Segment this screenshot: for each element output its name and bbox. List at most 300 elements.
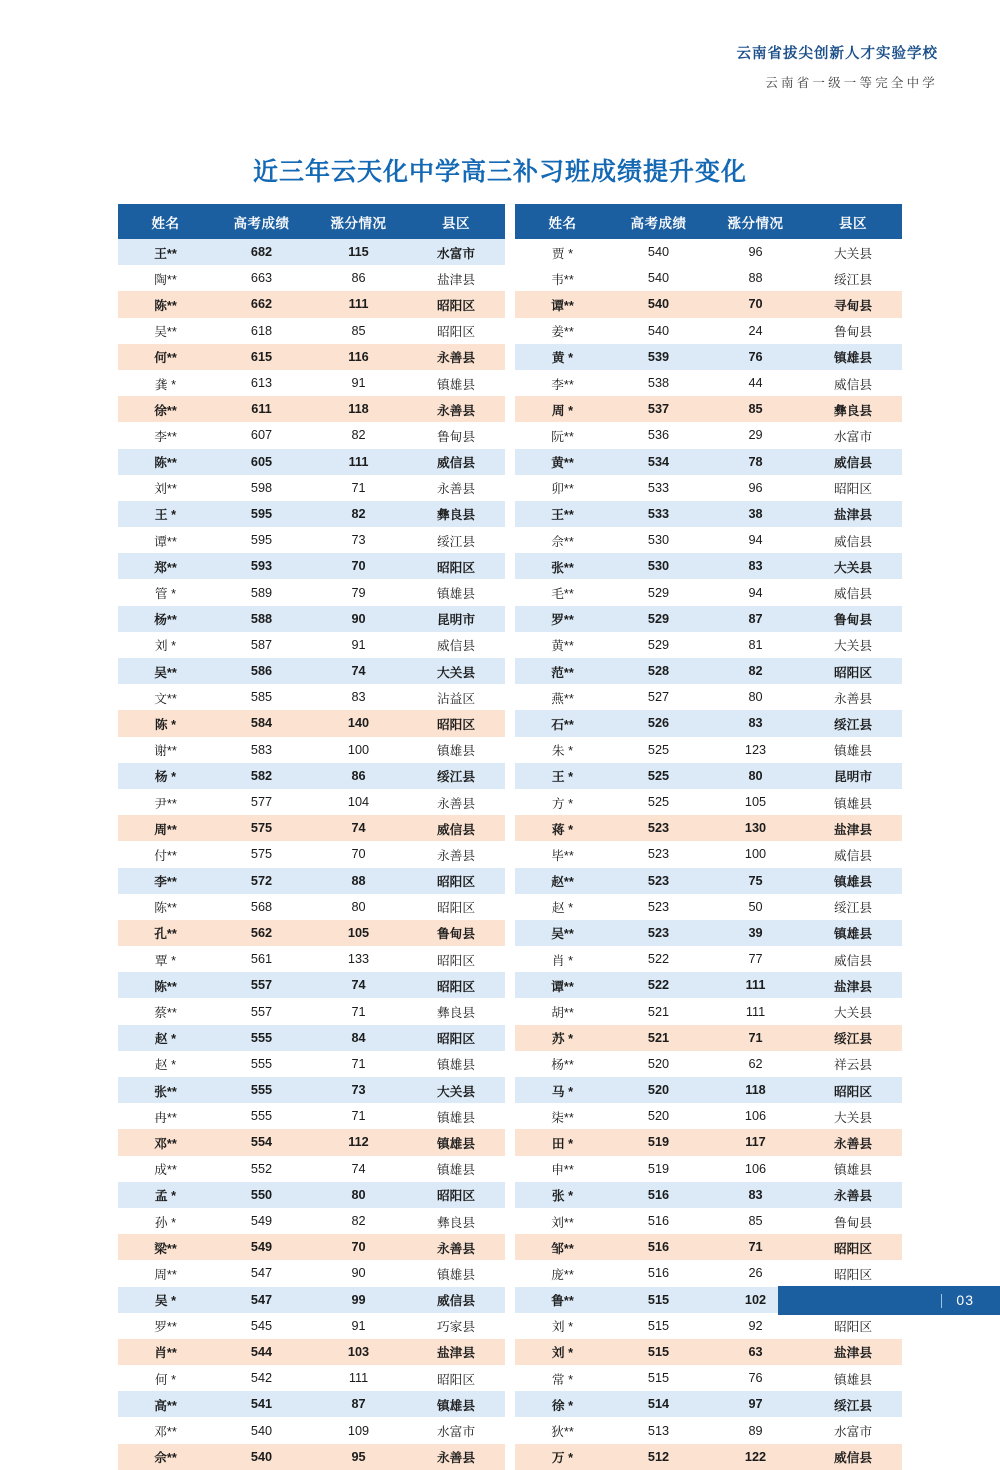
cell-gain: 86 xyxy=(310,265,407,291)
cell-area: 昭阳区 xyxy=(804,475,902,501)
cell-area: 永善县 xyxy=(407,475,505,501)
table-row xyxy=(118,894,505,920)
table-row xyxy=(118,1129,505,1155)
cell-area: 大关县 xyxy=(407,1077,505,1103)
cell-score: 550 xyxy=(213,1182,310,1208)
table-row xyxy=(515,1182,902,1208)
table-row xyxy=(118,344,505,370)
table-row xyxy=(515,1103,902,1129)
cell-score: 529 xyxy=(610,632,707,658)
cell-area: 巧家县 xyxy=(407,1313,505,1339)
cell-name: 吴** xyxy=(118,658,213,684)
cell-score: 533 xyxy=(610,475,707,501)
cell-score: 540 xyxy=(610,318,707,344)
table-row xyxy=(515,998,902,1024)
table-row xyxy=(118,1103,505,1129)
cell-area: 镇雄县 xyxy=(407,1103,505,1129)
cell-area: 盐津县 xyxy=(804,815,902,841)
cell-score: 547 xyxy=(213,1287,310,1313)
cell-name: 燕** xyxy=(515,684,610,710)
cell-score: 540 xyxy=(610,239,707,265)
table-row xyxy=(118,239,505,265)
table-row xyxy=(515,710,902,736)
table-row xyxy=(118,396,505,422)
cell-score: 598 xyxy=(213,475,310,501)
cell-score: 540 xyxy=(610,291,707,317)
cell-area: 祥云县 xyxy=(804,1051,902,1077)
cell-gain: 94 xyxy=(707,579,804,605)
cell-area: 镇雄县 xyxy=(804,920,902,946)
cell-score: 555 xyxy=(213,1103,310,1129)
cell-score: 529 xyxy=(610,606,707,632)
cell-name: 杨 * xyxy=(118,763,213,789)
cell-area: 镇雄县 xyxy=(407,579,505,605)
table-row xyxy=(515,946,902,972)
cell-area: 威信县 xyxy=(804,946,902,972)
cell-gain: 26 xyxy=(707,1260,804,1286)
cell-name: 赵 * xyxy=(515,894,610,920)
score-tables xyxy=(118,204,902,1470)
cell-gain: 73 xyxy=(310,527,407,553)
cell-gain: 91 xyxy=(310,370,407,396)
table-row xyxy=(515,318,902,344)
table-row xyxy=(515,1077,902,1103)
cell-score: 562 xyxy=(213,920,310,946)
cell-gain: 83 xyxy=(310,684,407,710)
cell-gain: 97 xyxy=(707,1391,804,1417)
cell-score: 516 xyxy=(610,1234,707,1260)
cell-gain: 99 xyxy=(310,1287,407,1313)
cell-score: 537 xyxy=(610,396,707,422)
table-row xyxy=(118,1077,505,1103)
table-row xyxy=(118,501,505,527)
table-row xyxy=(118,946,505,972)
cell-name: 陈** xyxy=(118,894,213,920)
cell-score: 577 xyxy=(213,789,310,815)
table-row xyxy=(515,632,902,658)
cell-area: 昭阳区 xyxy=(407,1025,505,1051)
cell-name: 黄** xyxy=(515,632,610,658)
cell-gain: 24 xyxy=(707,318,804,344)
cell-name: 刘 * xyxy=(515,1313,610,1339)
cell-area: 镇雄县 xyxy=(407,1129,505,1155)
table-row xyxy=(515,1025,902,1051)
cell-area: 永善县 xyxy=(407,789,505,815)
table-row xyxy=(515,763,902,789)
table-row xyxy=(118,1260,505,1286)
cell-area: 威信县 xyxy=(804,527,902,553)
cell-gain: 100 xyxy=(310,737,407,763)
table-row xyxy=(118,1313,505,1339)
cell-gain: 63 xyxy=(707,1339,804,1365)
cell-gain: 71 xyxy=(310,475,407,501)
table-row xyxy=(515,1051,902,1077)
cell-name: 石** xyxy=(515,710,610,736)
cell-area: 盐津县 xyxy=(804,1339,902,1365)
cell-gain: 105 xyxy=(707,789,804,815)
cell-score: 528 xyxy=(610,658,707,684)
cell-gain: 50 xyxy=(707,894,804,920)
cell-gain: 75 xyxy=(707,868,804,894)
cell-name: 陈** xyxy=(118,449,213,475)
cell-area: 威信县 xyxy=(804,841,902,867)
cell-gain: 91 xyxy=(310,1313,407,1339)
footer-divider xyxy=(941,1294,942,1308)
cell-area: 绥江县 xyxy=(804,265,902,291)
cell-area: 昭阳区 xyxy=(407,972,505,998)
cell-score: 513 xyxy=(610,1417,707,1443)
table-row xyxy=(515,501,902,527)
cell-area: 鲁甸县 xyxy=(804,318,902,344)
column-header-area: 县区 xyxy=(804,204,902,239)
cell-name: 徐 * xyxy=(515,1391,610,1417)
cell-gain: 118 xyxy=(707,1077,804,1103)
cell-name: 陈** xyxy=(118,972,213,998)
table-header-row xyxy=(118,204,505,239)
table-row xyxy=(515,868,902,894)
cell-name: 肖 * xyxy=(515,946,610,972)
cell-gain: 88 xyxy=(310,868,407,894)
table-row xyxy=(515,344,902,370)
cell-area: 绥江县 xyxy=(804,1025,902,1051)
cell-name: 郑** xyxy=(118,553,213,579)
table-row xyxy=(118,1391,505,1417)
cell-name: 阮** xyxy=(515,422,610,448)
cell-gain: 87 xyxy=(310,1391,407,1417)
column-header-area: 县区 xyxy=(407,204,505,239)
cell-score: 541 xyxy=(213,1391,310,1417)
cell-area: 永善县 xyxy=(407,344,505,370)
cell-area: 永善县 xyxy=(407,841,505,867)
cell-score: 540 xyxy=(213,1444,310,1470)
cell-area: 昭阳区 xyxy=(407,291,505,317)
cell-score: 519 xyxy=(610,1156,707,1182)
cell-area: 昭阳区 xyxy=(804,1077,902,1103)
cell-gain: 78 xyxy=(707,449,804,475)
table-row xyxy=(515,920,902,946)
cell-area: 鲁甸县 xyxy=(407,422,505,448)
column-header-name: 姓名 xyxy=(515,204,610,239)
cell-name: 邹** xyxy=(515,1234,610,1260)
table-row xyxy=(118,737,505,763)
table-row xyxy=(515,1444,902,1470)
cell-gain: 44 xyxy=(707,370,804,396)
cell-gain: 116 xyxy=(310,344,407,370)
cell-name: 常 * xyxy=(515,1365,610,1391)
cell-score: 545 xyxy=(213,1313,310,1339)
cell-area: 威信县 xyxy=(407,815,505,841)
cell-gain: 71 xyxy=(310,1051,407,1077)
table-row xyxy=(118,370,505,396)
cell-score: 527 xyxy=(610,684,707,710)
table-row xyxy=(515,658,902,684)
cell-gain: 130 xyxy=(707,815,804,841)
cell-score: 593 xyxy=(213,553,310,579)
table-row xyxy=(515,1365,902,1391)
cell-name: 陈 * xyxy=(118,710,213,736)
cell-name: 马 * xyxy=(515,1077,610,1103)
table-row xyxy=(515,789,902,815)
cell-area: 大关县 xyxy=(407,658,505,684)
cell-area: 镇雄县 xyxy=(804,868,902,894)
cell-score: 561 xyxy=(213,946,310,972)
cell-gain: 71 xyxy=(310,1103,407,1129)
cell-name: 毛** xyxy=(515,579,610,605)
cell-area: 镇雄县 xyxy=(407,1391,505,1417)
cell-name: 尹** xyxy=(118,789,213,815)
cell-name: 佘** xyxy=(515,527,610,553)
cell-name: 王** xyxy=(515,501,610,527)
cell-name: 李** xyxy=(118,868,213,894)
table-row xyxy=(118,684,505,710)
table-row xyxy=(118,710,505,736)
table-row xyxy=(118,579,505,605)
cell-area: 威信县 xyxy=(407,1287,505,1313)
cell-gain: 70 xyxy=(707,291,804,317)
cell-gain: 76 xyxy=(707,344,804,370)
cell-name: 鲁** xyxy=(515,1287,610,1313)
cell-gain: 71 xyxy=(310,998,407,1024)
cell-area: 威信县 xyxy=(804,449,902,475)
cell-gain: 111 xyxy=(310,449,407,475)
cell-gain: 71 xyxy=(707,1025,804,1051)
cell-name: 毕** xyxy=(515,841,610,867)
cell-score: 515 xyxy=(610,1313,707,1339)
cell-score: 523 xyxy=(610,894,707,920)
cell-name: 李** xyxy=(118,422,213,448)
table-row xyxy=(515,1417,902,1443)
cell-gain: 111 xyxy=(310,1365,407,1391)
cell-area: 彝良县 xyxy=(407,501,505,527)
cell-score: 572 xyxy=(213,868,310,894)
cell-score: 549 xyxy=(213,1234,310,1260)
table-row xyxy=(118,1182,505,1208)
cell-area: 昭阳区 xyxy=(407,553,505,579)
table-row xyxy=(515,370,902,396)
cell-gain: 82 xyxy=(310,1208,407,1234)
cell-gain: 70 xyxy=(310,553,407,579)
cell-score: 540 xyxy=(213,1417,310,1443)
cell-score: 611 xyxy=(213,396,310,422)
page-number: 03 xyxy=(956,1292,974,1308)
cell-score: 530 xyxy=(610,527,707,553)
cell-name: 张** xyxy=(515,553,610,579)
table-row xyxy=(515,1339,902,1365)
cell-gain: 85 xyxy=(310,318,407,344)
table-row xyxy=(118,1287,505,1313)
cell-gain: 73 xyxy=(310,1077,407,1103)
table-row xyxy=(118,1365,505,1391)
table-row xyxy=(515,684,902,710)
cell-score: 523 xyxy=(610,868,707,894)
cell-name: 肖** xyxy=(118,1339,213,1365)
cell-score: 588 xyxy=(213,606,310,632)
cell-score: 575 xyxy=(213,841,310,867)
cell-name: 刘** xyxy=(118,475,213,501)
table-row xyxy=(515,449,902,475)
cell-area: 彝良县 xyxy=(804,396,902,422)
cell-score: 520 xyxy=(610,1051,707,1077)
cell-name: 蒋 * xyxy=(515,815,610,841)
cell-gain: 105 xyxy=(310,920,407,946)
cell-gain: 117 xyxy=(707,1129,804,1155)
cell-name: 谭** xyxy=(515,291,610,317)
cell-name: 庞** xyxy=(515,1260,610,1286)
cell-gain: 80 xyxy=(310,1182,407,1208)
cell-score: 555 xyxy=(213,1051,310,1077)
cell-area: 昭阳区 xyxy=(407,868,505,894)
cell-score: 522 xyxy=(610,972,707,998)
cell-gain: 39 xyxy=(707,920,804,946)
cell-score: 555 xyxy=(213,1025,310,1051)
cell-area: 昭阳区 xyxy=(407,894,505,920)
cell-score: 523 xyxy=(610,920,707,946)
column-header-gain: 涨分情况 xyxy=(707,204,804,239)
cell-gain: 102 xyxy=(707,1287,804,1313)
table-row xyxy=(118,763,505,789)
cell-area: 威信县 xyxy=(407,632,505,658)
cell-name: 吴** xyxy=(118,318,213,344)
cell-gain: 74 xyxy=(310,1156,407,1182)
cell-gain: 74 xyxy=(310,815,407,841)
cell-gain: 95 xyxy=(310,1444,407,1470)
cell-gain: 86 xyxy=(310,763,407,789)
cell-area: 大关县 xyxy=(804,1103,902,1129)
table-row xyxy=(515,1234,902,1260)
cell-name: 申** xyxy=(515,1156,610,1182)
table-row xyxy=(118,789,505,815)
cell-score: 522 xyxy=(610,946,707,972)
cell-score: 516 xyxy=(610,1182,707,1208)
table-row xyxy=(118,815,505,841)
cell-score: 575 xyxy=(213,815,310,841)
cell-gain: 82 xyxy=(310,422,407,448)
cell-score: 525 xyxy=(610,737,707,763)
cell-gain: 133 xyxy=(310,946,407,972)
table-row xyxy=(515,1313,902,1339)
cell-area: 盐津县 xyxy=(804,501,902,527)
cell-score: 539 xyxy=(610,344,707,370)
table-row xyxy=(515,894,902,920)
cell-area: 昭阳区 xyxy=(407,1365,505,1391)
cell-name: 王 * xyxy=(515,763,610,789)
table-row xyxy=(118,632,505,658)
cell-score: 585 xyxy=(213,684,310,710)
cell-score: 682 xyxy=(213,239,310,265)
cell-gain: 100 xyxy=(707,841,804,867)
cell-area: 绥江县 xyxy=(804,894,902,920)
cell-name: 张 * xyxy=(515,1182,610,1208)
cell-area: 永善县 xyxy=(407,396,505,422)
table-row xyxy=(515,239,902,265)
cell-name: 朱 * xyxy=(515,737,610,763)
cell-name: 冉** xyxy=(118,1103,213,1129)
cell-area: 永善县 xyxy=(804,1182,902,1208)
cell-score: 663 xyxy=(213,265,310,291)
cell-name: 蔡** xyxy=(118,998,213,1024)
table-row xyxy=(515,1260,902,1286)
cell-area: 水富市 xyxy=(407,1417,505,1443)
cell-area: 镇雄县 xyxy=(804,344,902,370)
cell-area: 盐津县 xyxy=(407,265,505,291)
score-table-right xyxy=(515,204,902,1470)
cell-score: 662 xyxy=(213,291,310,317)
cell-name: 王** xyxy=(118,239,213,265)
cell-area: 威信县 xyxy=(804,579,902,605)
cell-gain: 74 xyxy=(310,658,407,684)
cell-area: 大关县 xyxy=(804,998,902,1024)
cell-area: 绥江县 xyxy=(407,527,505,553)
table-row xyxy=(118,527,505,553)
table-header-row xyxy=(515,204,902,239)
table-row xyxy=(118,1208,505,1234)
cell-score: 529 xyxy=(610,579,707,605)
cell-name: 杨** xyxy=(515,1051,610,1077)
cell-name: 覃 * xyxy=(118,946,213,972)
cell-score: 615 xyxy=(213,344,310,370)
cell-name: 孙 * xyxy=(118,1208,213,1234)
table-row xyxy=(515,579,902,605)
table-row xyxy=(515,1156,902,1182)
cell-area: 永善县 xyxy=(407,1234,505,1260)
cell-name: 陈** xyxy=(118,291,213,317)
table-row xyxy=(515,475,902,501)
cell-score: 584 xyxy=(213,710,310,736)
table-row xyxy=(118,1417,505,1443)
cell-score: 526 xyxy=(610,710,707,736)
cell-name: 周 * xyxy=(515,396,610,422)
cell-gain: 80 xyxy=(707,763,804,789)
cell-score: 520 xyxy=(610,1103,707,1129)
cell-name: 付** xyxy=(118,841,213,867)
table-row xyxy=(515,1208,902,1234)
school-header xyxy=(737,42,939,91)
cell-name: 谢** xyxy=(118,737,213,763)
cell-score: 538 xyxy=(610,370,707,396)
cell-gain: 122 xyxy=(707,1444,804,1470)
cell-area: 绥江县 xyxy=(407,763,505,789)
cell-score: 516 xyxy=(610,1260,707,1286)
column-header-gain: 涨分情况 xyxy=(310,204,407,239)
table-row xyxy=(118,920,505,946)
cell-area: 昆明市 xyxy=(407,606,505,632)
cell-score: 605 xyxy=(213,449,310,475)
cell-area: 大关县 xyxy=(804,553,902,579)
cell-area: 昭阳区 xyxy=(804,1260,902,1286)
cell-area: 水富市 xyxy=(407,239,505,265)
table-row xyxy=(118,868,505,894)
cell-score: 521 xyxy=(610,998,707,1024)
cell-name: 邓** xyxy=(118,1129,213,1155)
table-row xyxy=(515,972,902,998)
table-row xyxy=(515,527,902,553)
cell-gain: 140 xyxy=(310,710,407,736)
cell-score: 540 xyxy=(610,265,707,291)
cell-name: 谭** xyxy=(515,972,610,998)
cell-area: 寻甸县 xyxy=(804,291,902,317)
cell-area: 镇雄县 xyxy=(407,1051,505,1077)
cell-name: 赵 * xyxy=(118,1025,213,1051)
cell-name: 范** xyxy=(515,658,610,684)
cell-gain: 70 xyxy=(310,1234,407,1260)
cell-gain: 79 xyxy=(310,579,407,605)
cell-name: 张** xyxy=(118,1077,213,1103)
cell-area: 镇雄县 xyxy=(407,1156,505,1182)
cell-area: 水富市 xyxy=(804,1417,902,1443)
cell-score: 520 xyxy=(610,1077,707,1103)
cell-gain: 83 xyxy=(707,1182,804,1208)
cell-score: 530 xyxy=(610,553,707,579)
